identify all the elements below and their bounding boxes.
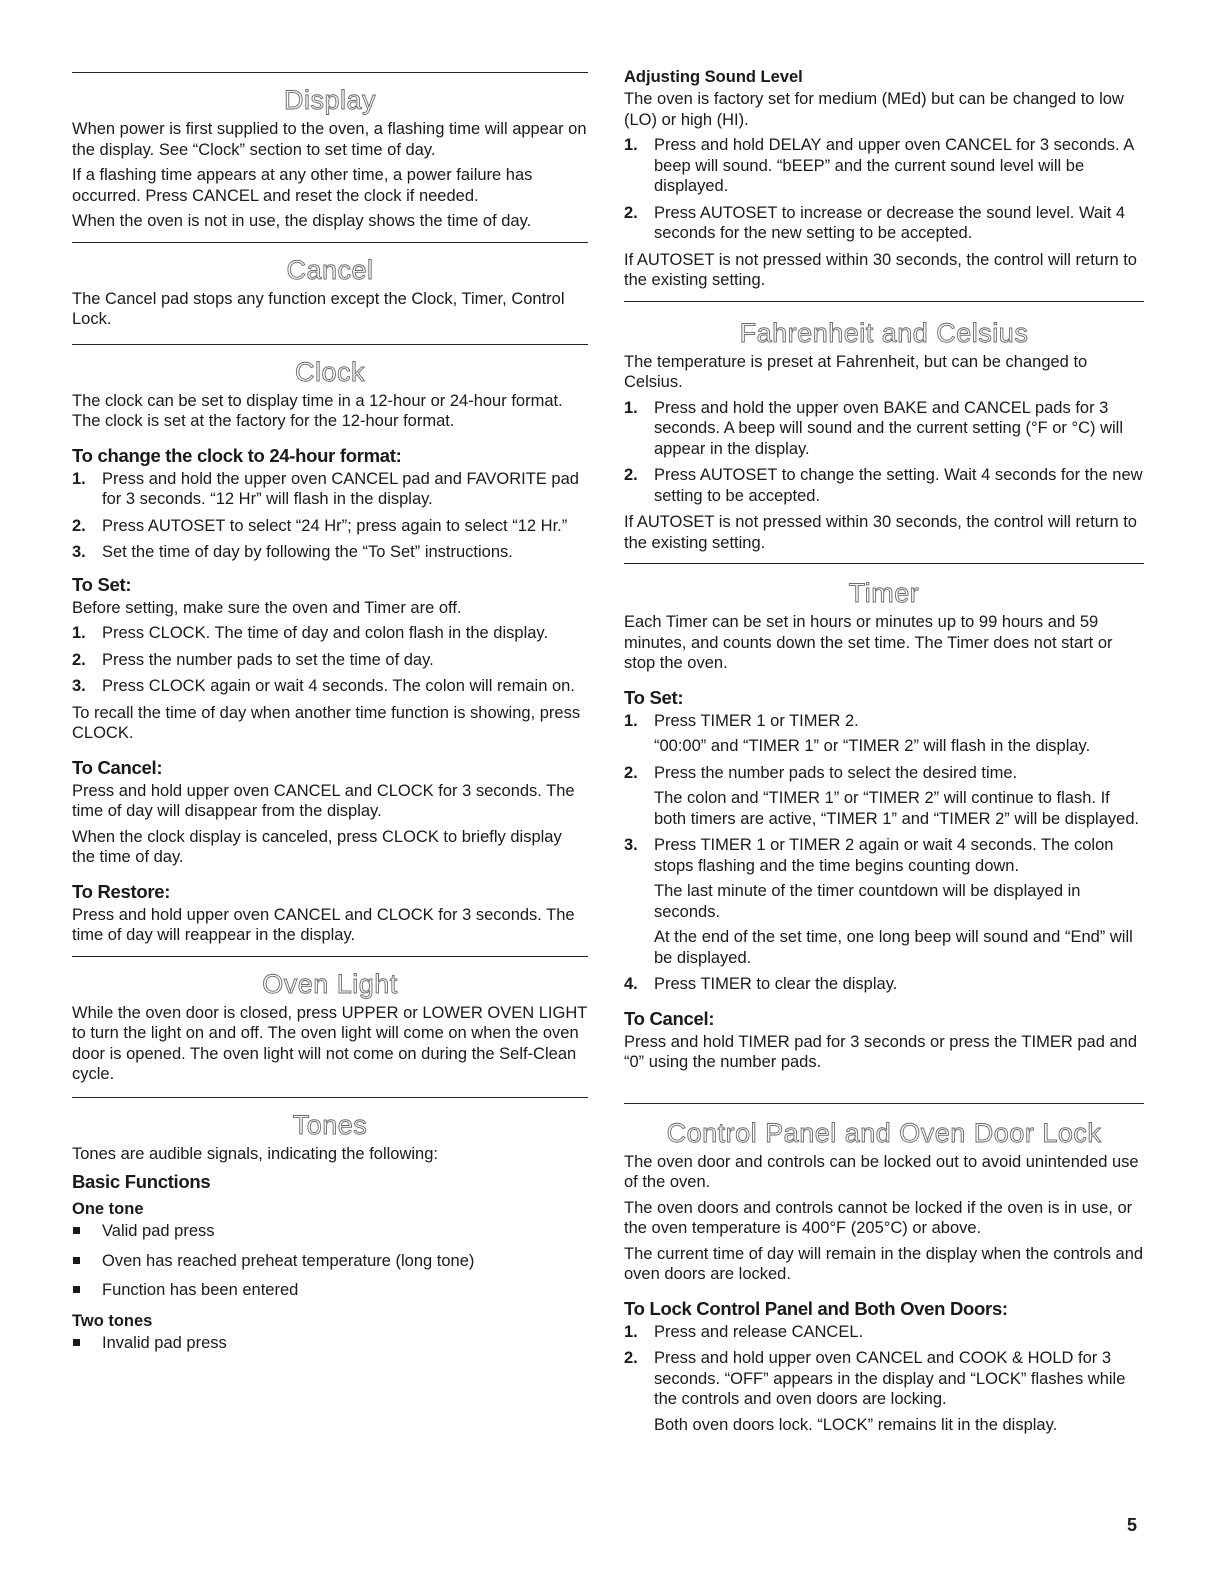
- list-item: 3. Set the time of day by following the “To Set” instructions.: [72, 543, 513, 561]
- list-item: 2. Press AUTOSET to increase or decrease the sound level. Wait 4 seconds for the new setting to be accepted.: [624, 203, 1126, 242]
- paragraph: To recall the time of day when another time function is showing, press CLOCK.: [72, 703, 581, 742]
- section-clock: [72, 355, 588, 946]
- right-column: [624, 60, 1144, 1441]
- section-divider: [72, 344, 588, 345]
- subheading: Adjusting Sound Level: [624, 68, 803, 86]
- list-item: Valid pad press: [72, 1221, 588, 1242]
- list-item: 2. Press the number pads to select the desired time. The colon and “TIMER 1” or “TIMER 2” will continue to flash. If both timers are active, “TIMER 1” and “TIMER 2” will be displayed.: [624, 763, 1144, 830]
- section-title: Cancel: [286, 254, 374, 285]
- section-divider: [72, 956, 588, 957]
- bullet-list: [72, 1221, 588, 1301]
- section-divider: [624, 563, 1144, 564]
- paragraph: The Cancel pad stops any function except the Clock, Timer, Control Lock.: [72, 289, 565, 328]
- list-item: 1. Press and hold DELAY and upper oven CANCEL for 3 seconds. A beep will sound. “bEEP” and the current sound level will be displayed.: [624, 136, 1134, 195]
- paragraph: If AUTOSET is not pressed within 30 seconds, the control will return to the existing setting.: [624, 513, 1137, 552]
- list-item: 1. Press and release CANCEL.: [624, 1322, 864, 1341]
- subheading: To Lock Control Panel and Both Oven Doors:: [624, 1297, 1008, 1319]
- bullet-list: [72, 1333, 588, 1354]
- section-divider: [624, 301, 1144, 302]
- paragraph: Tones are audible signals, indicating the following:: [72, 1144, 438, 1163]
- subheading: To change the clock to 24-hour format:: [72, 444, 402, 466]
- steps-list: [72, 469, 588, 563]
- section-title: Oven Light: [262, 968, 398, 999]
- paragraph: Press and hold TIMER pad for 3 seconds or press the TIMER pad and “0” using the number pads.: [624, 1032, 1137, 1071]
- paragraph: When the oven is not in use, the display shows the time of day.: [72, 212, 532, 230]
- paragraph: Press and hold upper oven CANCEL and CLOCK for 3 seconds. The time of day will reappear in the display.: [72, 905, 575, 944]
- paragraph: While the oven door is closed, press UPPER or LOWER OVEN LIGHT to turn the light on and off. The oven light will come on when the oven door is opened. The oven light will not come on during the Self-Clean cycle.: [72, 1003, 588, 1083]
- list-item: 2. Press and hold upper oven CANCEL and COOK & HOLD for 3 seconds. “OFF” appears in the display and “LOCK” flashes while the controls and oven doors are locking. Both oven doors lock. “LOCK” remains lit in the display.: [624, 1348, 1144, 1435]
- subheading: To Restore:: [72, 880, 171, 902]
- section-title: Control Panel and Oven Door Lock: [666, 1117, 1102, 1148]
- steps-list: [624, 1322, 1144, 1436]
- list-item: 1. Press CLOCK. The time of day and colon flash in the display.: [72, 624, 549, 642]
- subheading: To Cancel:: [624, 1007, 715, 1029]
- list-item: 2. Press the number pads to set the time of day.: [72, 650, 434, 669]
- paragraph: “00:00” and “TIMER 1” or “TIMER 2” will flash in the display.: [654, 737, 1091, 755]
- subheading: To Set:: [72, 573, 132, 595]
- steps-list: [624, 135, 1144, 244]
- bullet-icon: [73, 1257, 80, 1264]
- section-divider: [72, 1097, 588, 1098]
- subheading: To Set:: [624, 686, 684, 708]
- steps-list: [624, 398, 1144, 507]
- paragraph: The oven door and controls can be locked out to avoid unintended use of the oven.: [624, 1152, 1139, 1191]
- section-divider: [72, 242, 588, 243]
- section-title: Tones: [292, 1109, 368, 1140]
- section-lock: [624, 1116, 1144, 1436]
- list-item: 3. Press TIMER 1 or TIMER 2 again or wait 4 seconds. The colon stops flashing and the time begins counting down. The last minute of the timer countdown will be displayed in seconds. At the end of the set time, one long beep will sound and “End” will be displayed.: [624, 835, 1144, 968]
- section-oven-light: [72, 967, 588, 1085]
- section-divider: [624, 1103, 1144, 1104]
- section-divider: [72, 72, 588, 73]
- section-sound-level: [624, 66, 1144, 291]
- section-title: Display: [283, 85, 377, 115]
- steps-list: [624, 711, 1144, 995]
- section-cancel: [72, 253, 588, 330]
- list-item: Invalid pad press: [72, 1333, 588, 1354]
- paragraph: When the clock display is canceled, press CLOCK to briefly display the time of day.: [72, 827, 562, 866]
- paragraph: Before setting, make sure the oven and Timer are off.: [72, 598, 462, 617]
- section-timer: [624, 576, 1144, 1073]
- section-fahrenheit-celsius: [624, 316, 1144, 554]
- subheading: To Cancel:: [72, 756, 163, 778]
- paragraph: The clock can be set to display time in a 12-hour or 24-hour format. The clock is set at the factory for the 12-hour format.: [72, 391, 563, 430]
- section-display: [72, 83, 588, 232]
- page-number: 5: [1127, 1515, 1138, 1535]
- paragraph: Press and hold upper oven CANCEL and CLOCK for 3 seconds. The time of day will disappear from the display.: [72, 781, 575, 820]
- subheading: One tone: [72, 1200, 144, 1218]
- list-item: 3. Press CLOCK again or wait 4 seconds. The colon will remain on.: [72, 677, 575, 695]
- paragraph: The last minute of the timer countdown will be displayed in seconds.: [654, 882, 1081, 921]
- paragraph: The oven is factory set for medium (MEd) but can be changed to low (LO) or high (HI).: [624, 90, 1124, 129]
- list-item: 4. Press TIMER to clear the display.: [624, 975, 898, 993]
- bullet-icon: [73, 1286, 80, 1293]
- section-tones: [72, 1108, 588, 1354]
- list-item: Oven has reached preheat temperature (long tone): [72, 1251, 588, 1272]
- list-item: 1. Press TIMER 1 or TIMER 2. “00:00” and “TIMER 1” or “TIMER 2” will flash in the display.: [624, 711, 1144, 757]
- list-item: 2. Press AUTOSET to change the setting. Wait 4 seconds for the new setting to be accepted.: [624, 466, 1143, 505]
- paragraph: At the end of the set time, one long beep will sound and “End” will be displayed.: [654, 928, 1133, 967]
- paragraph: The colon and “TIMER 1” or “TIMER 2” will continue to flash. If both timers are active, “TIMER 1” and “TIMER 2” will be displayed.: [654, 789, 1140, 828]
- paragraph: The temperature is preset at Fahrenheit, but can be changed to Celsius.: [624, 352, 1088, 391]
- subheading: Two tones: [72, 1311, 153, 1330]
- list-item: 1. Press and hold the upper oven CANCEL pad and FAVORITE pad for 3 seconds. “12 Hr” will flash in the display.: [72, 469, 579, 508]
- list-item: 1. Press and hold the upper oven BAKE and CANCEL pads for 3 seconds. A beep will sound and the current setting (°F or °C) will appear in the display.: [624, 398, 1124, 458]
- list-item: 2. Press AUTOSET to select “24 Hr”; press again to select “12 Hr.”: [72, 516, 568, 535]
- paragraph: The current time of day will remain in the display when the controls and oven doors are locked.: [624, 1244, 1144, 1283]
- left-column: [72, 60, 588, 1362]
- bullet-icon: [73, 1227, 80, 1234]
- paragraph: When power is first supplied to the oven, a flashing time will appear on the display. See “Clock” section to set time of day.: [72, 120, 587, 159]
- paragraph: Each Timer can be set in hours or minutes up to 99 hours and 59 minutes, and counts down the set time. The Timer does not start or stop the oven.: [624, 613, 1113, 672]
- steps-list: [72, 623, 588, 697]
- paragraph: Both oven doors lock. “LOCK” remains lit in the display.: [654, 1415, 1058, 1434]
- section-title: Timer: [848, 578, 920, 608]
- subheading: Basic Functions: [72, 1171, 211, 1192]
- bullet-icon: [73, 1339, 80, 1346]
- section-title: Clock: [294, 356, 365, 387]
- paragraph: If AUTOSET is not pressed within 30 seconds, the control will return to the existing setting.: [624, 250, 1137, 289]
- paragraph: The oven doors and controls cannot be locked if the oven is in use, or the oven temperature is 400°F (205°C) or above.: [624, 1198, 1133, 1237]
- list-item: Function has been entered: [72, 1280, 588, 1301]
- section-title: Fahrenheit and Celsius: [739, 317, 1029, 348]
- paragraph: If a flashing time appears at any other time, a power failure has occurred. Press CANCEL and reset the clock if needed.: [72, 166, 533, 205]
